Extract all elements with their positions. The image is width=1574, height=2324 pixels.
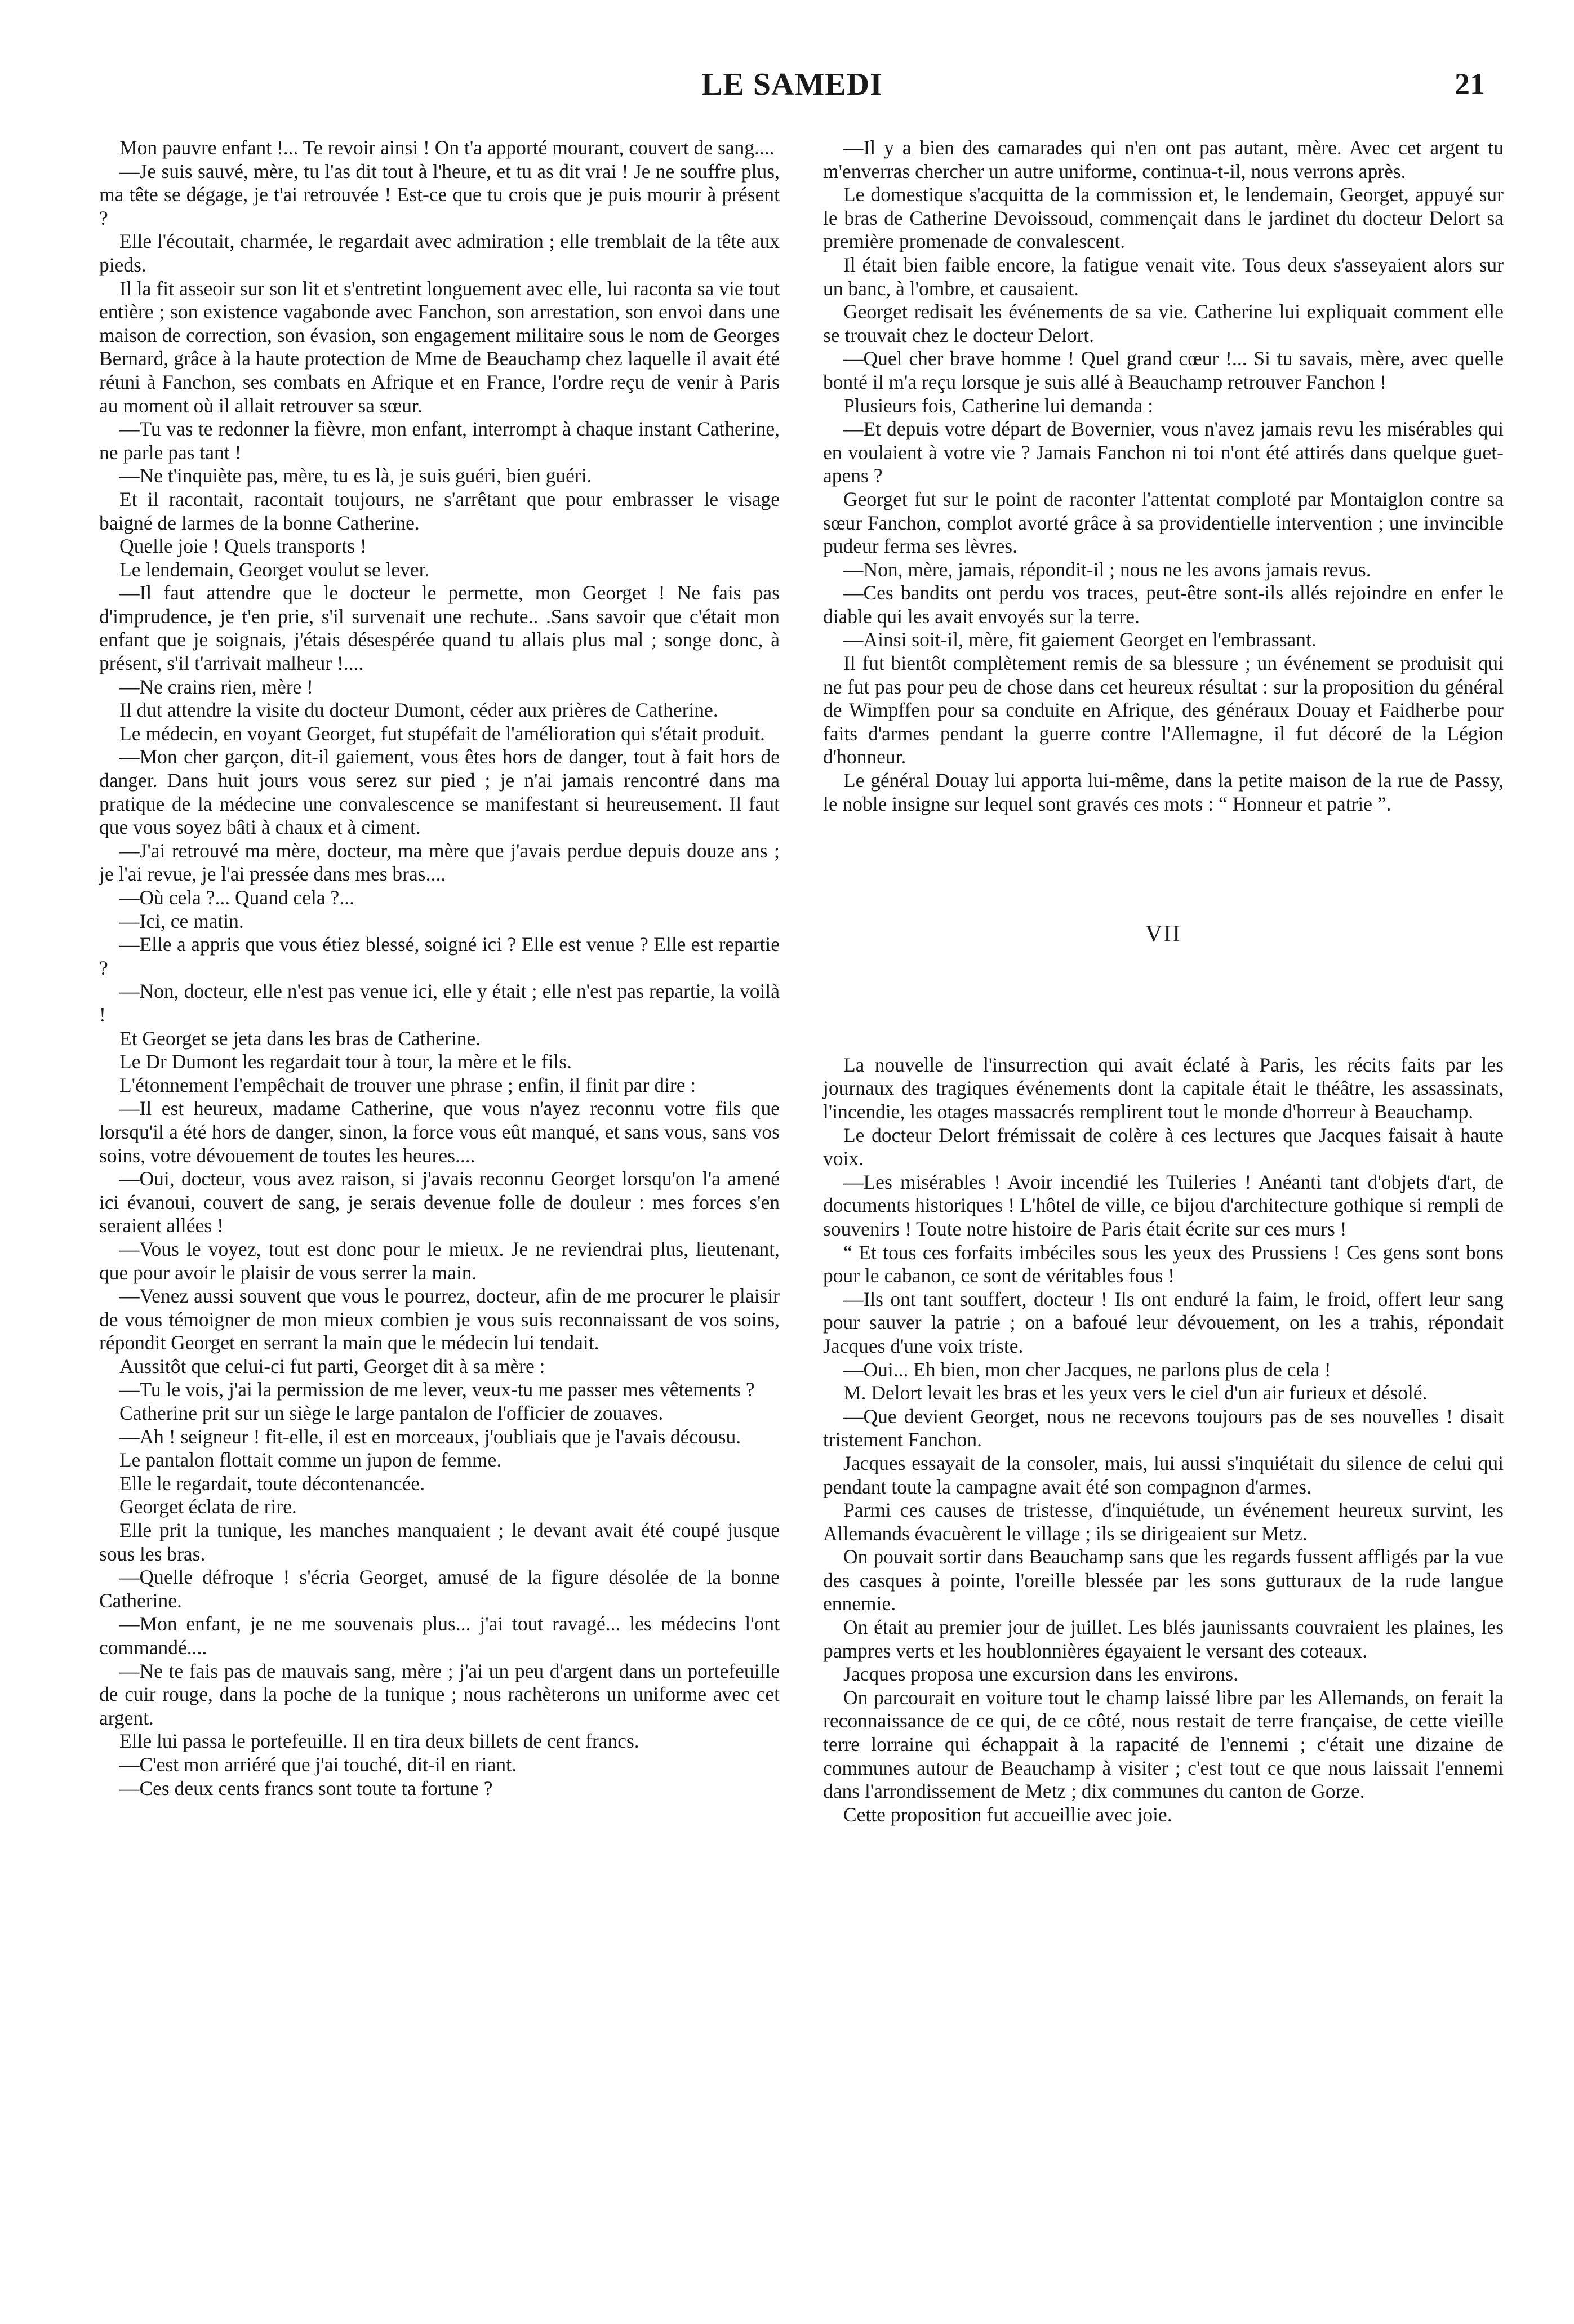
paragraph: Le médecin, en voyant Georget, fut stupéfait de l'amélioration qui s'était produit.: [119, 722, 765, 745]
paragraph: —Non, mère, jamais, répondit-il ; nous ne les avons jamais revus.: [843, 558, 1371, 581]
paragraph: On parcourait en voiture tout le champ laissé libre par les Allemands, on ferait la reconnaissance de ce qui, de ce côté, nous restait de terre française, de cette vieille terre lorraine qui échappait à la rapacité de l'ennemi ; c'était une dizaine de communes autour de Beauchamp à visiter ; c'est tout ce que nous laissait l'ennemi dans l'arrondissement de Metz ; dix communes du canton de Gorze.: [823, 1686, 1504, 1803]
paragraph: —Mon enfant, je ne me souvenais plus... j'ai tout ravagé... les médecins l'ont commandé....: [99, 1612, 780, 1659]
paragraph: —Non, docteur, elle n'est pas venue ici, elle y était ; elle n'est pas repartie, la voilà !: [99, 980, 780, 1026]
paragraph: —C'est mon arriéré que j'ai touché, dit-il en riant.: [119, 1753, 517, 1776]
paragraph: Jacques proposa une excursion dans les environs.: [843, 1663, 1238, 1686]
paragraph: Georget fut sur le point de raconter l'attentat comploté par Montaiglon contre sa sœur Fanchon, complot avorté grâce à sa providentielle intervention ; une invincible pudeur ferma ses lèvres.: [823, 487, 1504, 558]
paragraph: On pouvait sortir dans Beauchamp sans que les regards fussent affligés par la vue des casques à pointe, l'oreille blessée par les sons gutturaux de la rude langue ennemie.: [823, 1545, 1504, 1615]
paragraph: —Où cela ?... Quand cela ?...: [119, 886, 354, 909]
paragraph: Le Dr Dumont les regardait tour à tour, la mère et le fils.: [119, 1050, 572, 1073]
paragraph: Elle l'écoutait, charmée, le regardait avec admiration ; elle tremblait de la tête aux pieds.: [99, 230, 780, 276]
paragraph: —Il y a bien des camarades qui n'en ont pas autant, mère. Avec cet argent tu m'enverras chercher un autre uniforme, continua-t-il, nous verrons après.: [823, 136, 1504, 183]
paragraph: Il fut bientôt complètement remis de sa blessure ; un événement se produisit qui ne fut pas pour peu de chose dans cet heureux résultat : sur la proposition du général de Wimpffen pour sa conduite en Afrique, des généraux Douay et Faidherbe pour faits d'armes pendant la guerre contre l'Allemagne, il fut décoré de la Légion d'honneur.: [823, 652, 1504, 768]
left-column: [99, 136, 780, 1800]
paragraph: Il dut attendre la visite du docteur Dumont, céder aux prières de Catherine.: [119, 699, 718, 722]
paragraph: L'étonnement l'empêchait de trouver une phrase ; enfin, il finit par dire :: [119, 1073, 696, 1096]
paragraph: —Ces deux cents francs sont toute ta fortune ?: [119, 1776, 493, 1799]
paragraph: Elle lui passa le portefeuille. Il en tira deux billets de cent francs.: [119, 1730, 639, 1753]
paragraph: Mon pauvre enfant !... Te revoir ainsi ! On t'a apporté mourant, couvert de sang....: [119, 136, 775, 159]
paragraph: Quelle joie ! Quels transports !: [119, 535, 367, 558]
paragraph: —Quel cher brave homme ! Quel grand cœur !... Si tu savais, mère, avec quelle bonté il m'a reçu lorsque je suis allé à Beauchamp retrouver Fanchon !: [823, 347, 1504, 393]
page-header: [99, 66, 1485, 117]
paragraph: “ Et tous ces forfaits imbéciles sous les yeux des Prussiens ! Ces gens sont bons pour le cabanon, ce sont de véritables fous !: [823, 1241, 1504, 1287]
paragraph: —Ici, ce matin.: [119, 909, 244, 932]
paragraph: Elle prit la tunique, les manches manquaient ; le devant avait été coupé jusque sous les bras.: [99, 1519, 780, 1565]
right-column-bottom-text: [823, 1054, 1504, 1827]
paragraph: —Il est heureux, madame Catherine, que vous n'ayez reconnu votre fils que lorsqu'il a été hors de danger, sinon, la force vous eût manqué, et sans vous, sans vos soins, votre dévouement de toutes les heures....: [99, 1097, 780, 1167]
paragraph: M. Delort levait les bras et les yeux vers le ciel d'un air furieux et désolé.: [843, 1381, 1428, 1405]
paragraph: Le domestique s'acquitta de la commission et, le lendemain, Georget, appuyé sur le bras de Catherine Devoissoud, commençait dans le jardinet du docteur Delort sa première promenade de convalescent.: [823, 183, 1504, 253]
paragraph: —Ne t'inquiète pas, mère, tu es là, je suis guéri, bien guéri.: [119, 464, 592, 487]
paragraph: Georget éclata de rire.: [119, 1495, 297, 1518]
paragraph: —Ne te fais pas de mauvais sang, mère ; j'ai un peu d'argent dans un portefeuille de cuir rouge, dans la poche de la tunique ; nous rachèterons un uniforme avec cet argent.: [99, 1659, 780, 1729]
paragraph: —Ils ont tant souffert, docteur ! Ils ont enduré la faim, le froid, offert leur sang pour sauver la patrie ; on a bafoué leur dévouement, on les a trahis, répondait Jacques d'une voix triste.: [823, 1287, 1504, 1357]
publication-title: LE SAMEDI: [701, 67, 883, 102]
paragraph: Jacques essayait de la consoler, mais, lui aussi s'inquiétait du silence de celui qui pendant toute la campagne avait été son compagnon d'armes.: [823, 1451, 1504, 1498]
paragraph: Et Georget se jeta dans les bras de Catherine.: [119, 1027, 481, 1050]
page-number: 21: [1455, 67, 1485, 101]
paragraph: —Que devient Georget, nous ne recevons toujours pas de ses nouvelles ! disait tristement Fanchon.: [823, 1405, 1504, 1451]
paragraph: Il était bien faible encore, la fatigue venait vite. Tous deux s'asseyaient alors sur un banc, à l'ombre, et causaient.: [823, 253, 1504, 300]
paragraph: —Oui, docteur, vous avez raison, si j'avais reconnu Georget lorsqu'on l'a amené ici évanoui, couvert de sang, je serais devenue folle de douleur : mes forces s'en seraient allées !: [99, 1167, 780, 1237]
paragraph: —Tu vas te redonner la fièvre, mon enfant, interrompt à chaque instant Catherine, ne parle pas tant !: [99, 417, 780, 464]
paragraph: —Oui... Eh bien, mon cher Jacques, ne parlons plus de cela !: [843, 1358, 1331, 1381]
paragraph: —Venez aussi souvent que vous le pourrez, docteur, afin de me procurer le plaisir de vous témoigner de mon mieux combien je vous suis reconnaissant de vos soins, répondit Georget en serrant la main que le médecin lui tendait.: [99, 1285, 780, 1354]
paragraph: —Et depuis votre départ de Bovernier, vous n'avez jamais revu les misérables qui en voulaient à votre vie ? Jamais Fanchon ni toi n'ont été attirés dans quelque guet-apens ?: [823, 417, 1504, 487]
paragraph: On était au premier jour de juillet. Les blés jaunissants couvraient les plaines, les pampres verts et les houblonnières égayaient le versant des coteaux.: [823, 1616, 1504, 1662]
right-column: [823, 136, 1504, 1827]
paragraph: —Elle a appris que vous étiez blessé, soigné ici ? Elle est venue ? Elle est repartie ?: [99, 933, 780, 979]
paragraph: Georget redisait les événements de sa vie. Catherine lui expliquait comment elle se trouvait chez le docteur Delort.: [823, 300, 1504, 346]
paragraph: Cette proposition fut accueillie avec joie.: [843, 1803, 1172, 1826]
paragraph: —Ah ! seigneur ! fit-elle, il est en morceaux, j'oubliais que je l'avais décousu.: [119, 1425, 741, 1448]
section-heading: VII: [1145, 921, 1182, 948]
paragraph: —Quelle défroque ! s'écria Georget, amusé de la figure désolée de la bonne Catherine.: [99, 1566, 780, 1612]
paragraph: —Il faut attendre que le docteur le permette, mon Georget ! Ne fais pas d'imprudence, je t'en prie, s'il survenait une rechute.. .Sans savoir que c'était mon enfant que je soignais, j'étais désespérée quand tu allais plus mal ; songe donc, à présent, s'il t'arrivait malheur !....: [99, 581, 780, 675]
paragraph: —Les misérables ! Avoir incendié les Tuileries ! Anéanti tant d'objets d'art, de documents historiques ! L'hôtel de ville, ce bijou d'architecture gothique si rempli de souvenirs ! Toute notre histoire de Paris était écrite sur ces murs !: [823, 1170, 1504, 1240]
paragraph: Aussitôt que celui-ci fut parti, Georget dit à sa mère :: [119, 1354, 545, 1377]
paragraph: —Je suis sauvé, mère, tu l'as dit tout à l'heure, et tu as dit vrai ! Je ne souffre plus, ma tête se dégage, je t'ai retrouvée ! Est-ce que tu crois que je puis mourir à présent ?: [99, 159, 780, 229]
paragraph: La nouvelle de l'insurrection qui avait éclaté à Paris, les récits faits par les journaux des tragiques événements dont la capitale était le théâtre, les assassinats, l'incendie, les otages massacrés remplirent tout le monde d'horreur à Beauchamp.: [823, 1053, 1504, 1123]
paragraph: Le lendemain, Georget voulut se lever.: [119, 558, 430, 581]
paragraph: Il la fit asseoir sur son lit et s'entretint longuement avec elle, lui raconta sa vie tout entière ; son existence vagabonde avec Fanchon, son arrestation, son envoi dans une maison de correction, son évasion, son engagement militaire sous le nom de Georges Bernard, grâce à la haute protection de Mme de Beauchamp chez laquelle il avait été réuni à Fanchon, ses combats en Afrique et en France, l'ordre reçu de venir à Paris au moment où il allait retrouver sa sœur.: [99, 277, 780, 417]
paragraph: —Ces bandits ont perdu vos traces, peut-être sont-ils allés rejoindre en enfer le diable qui les avait envoyés sur la terre.: [823, 581, 1504, 628]
paragraph: Le pantalon flottait comme un jupon de femme.: [119, 1448, 502, 1472]
paragraph: Plusieurs fois, Catherine lui demanda :: [843, 394, 1154, 417]
paragraph: —Mon cher garçon, dit-il gaiement, vous êtes hors de danger, tout à fait hors de danger. Dans huit jours vous serez sur pied ; je n'ai jamais rencontré dans ma pratique de la médecine une convalescence se manifestant si heureusement. Il faut que vous soyez bâti à chaux et à ciment.: [99, 745, 780, 839]
paragraph: Elle le regardait, toute décontenancée.: [119, 1472, 425, 1495]
paragraph: —Tu le vois, j'ai la permission de me lever, veux-tu me passer mes vêtements ?: [119, 1378, 755, 1401]
paragraph: Et il racontait, racontait toujours, ne s'arrêtant que pour embrasser le visage baigné de larmes de la bonne Catherine.: [99, 487, 780, 534]
right-column-top-text: [823, 136, 1504, 816]
paragraph: Catherine prit sur un siège le large pantalon de l'officier de zouaves.: [119, 1402, 664, 1425]
paragraph: Le docteur Delort frémissait de colère à ces lectures que Jacques faisait à haute voix.: [823, 1123, 1504, 1170]
paragraph: —Vous le voyez, tout est donc pour le mieux. Je ne reviendrai plus, lieutenant, que pour avoir le plaisir de vous serrer la main.: [99, 1237, 780, 1284]
paragraph: —Ne crains rien, mère !: [119, 675, 313, 698]
paragraph: Parmi ces causes de tristesse, d'inquiétude, un événement heureux survint, les Allemands évacuèrent le village ; ils se dirigeaient sur Metz.: [823, 1499, 1504, 1545]
paragraph: —J'ai retrouvé ma mère, docteur, ma mère que j'avais perdue depuis douze ans ; je l'ai revue, je l'ai pressée dans mes bras....: [99, 839, 780, 886]
paragraph: Le général Douay lui apporta lui-même, dans la petite maison de la rue de Passy, le noble insigne sur lequel sont gravés ces mots : “ Honneur et patrie ”.: [823, 769, 1504, 815]
paragraph: —Ainsi soit-il, mère, fit gaiement Georget en l'embrassant.: [843, 628, 1317, 651]
